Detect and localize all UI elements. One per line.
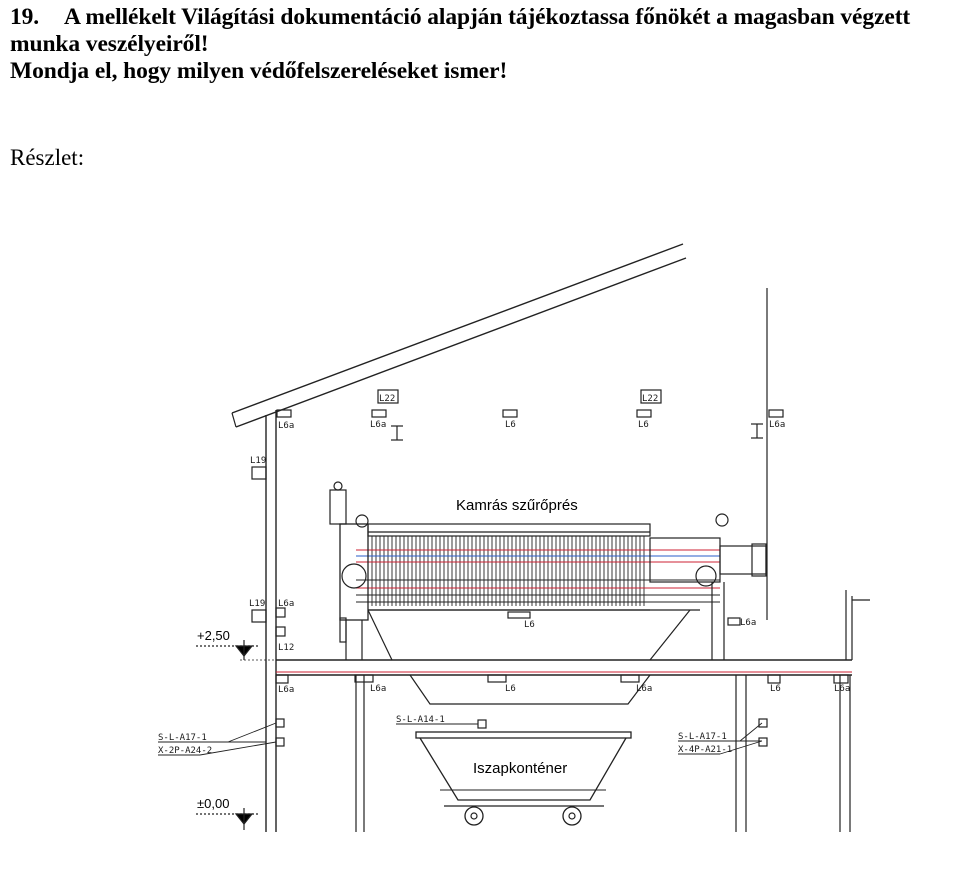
level-ground: ±0,00 [197,796,230,811]
press-label: Kamrás szűrőprés [456,497,578,514]
section-label: Részlet: [10,145,85,170]
circuit-mid: S-L-A14-1 [396,715,445,725]
circuit-right-b: X-4P-A21-1 [678,745,733,755]
roof-luminaires [277,390,786,440]
circuit-leaders [158,723,762,755]
upper-platform [240,660,852,675]
luminaire-l6a-floor-b: L6a [636,684,653,694]
luminaire-l6a-floor-left: L6a [278,685,295,695]
circuit-right-a: S-L-A17-1 [678,732,727,742]
luminaire-l6-press: L6 [524,620,535,630]
luminaire-l12: L12 [278,643,295,653]
roof [232,244,686,427]
luminaire-l22-a: L22 [379,394,396,404]
task-text-2: munka veszélyeiről! [10,31,209,57]
luminaire-l6a-roof-mid: L6a [370,420,387,430]
task-number: 19. [10,4,40,30]
luminaire-l19-mid: L19 [249,599,266,609]
task-text-3: Mondja el, hogy milyen védőfelszereléseket ismer! [10,58,508,84]
luminaire-l6a-floor-a: L6a [370,684,387,694]
left-wall [266,410,276,832]
luminaire-l6a-right-mid: L6a [740,618,757,628]
container-label: Iszapkonténer [473,760,568,777]
luminaire-l22-b: L22 [642,394,659,404]
luminaire-l6-floor-right: L6 [770,684,781,694]
luminaire-l6-roof-mid: L6 [505,420,516,430]
floor-luminaires [276,675,848,683]
luminaire-l6a-floor-far: L6a [834,684,851,694]
luminaire-l6-floor-mid: L6 [505,684,516,694]
luminaire-l6a-roof-far: L6a [769,420,786,430]
circuit-left-b: X-2P-A24-2 [158,746,213,756]
level-upper: +2,50 [197,628,230,643]
luminaire-l6-roof-right: L6 [638,420,649,430]
luminaire-l6a-roof-left: L6a [278,421,295,431]
luminaire-l6a-mid: L6a [278,599,295,609]
filter-press [330,482,766,704]
task-text-1: A mellékelt Világítási dokumentáció alapján tájékoztassa főnökét a magasban végzett [64,4,911,30]
luminaire-l19-top: L19 [250,456,267,466]
circuit-left-a: S-L-A17-1 [158,733,207,743]
support-columns [356,590,870,832]
